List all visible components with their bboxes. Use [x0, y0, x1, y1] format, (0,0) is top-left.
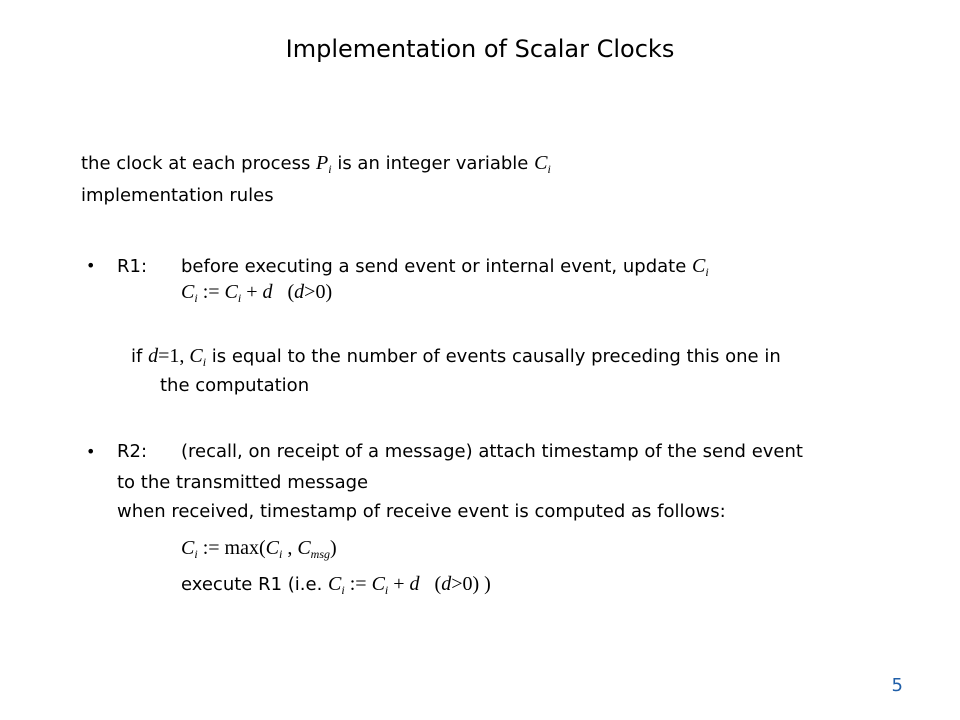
math-var: $C_i$ [534, 152, 551, 176]
slide-title: Implementation of Scalar Clocks [285, 35, 675, 63]
bullet-r1: • [86, 256, 96, 275]
math-var: $C_i$ [692, 255, 709, 279]
r2-line [117, 440, 803, 464]
r2-text: (recall, on receipt of a message) attach timestamp of the send event [181, 441, 803, 462]
math-var: $P_i$ [316, 152, 332, 176]
implementation-rules-line: implementation rules [81, 185, 274, 206]
text: is an integer variable [331, 153, 535, 174]
r2-label: R2: [117, 441, 148, 462]
r2-when-received: when received, timestamp of receive event is computed as follows: [117, 501, 726, 522]
r1-label: R1: [117, 256, 148, 277]
clock-definition-line [81, 151, 551, 176]
max-formula: $C_i$ := $\max(C_i$ , $C_{msg}$) [181, 537, 337, 561]
r1-text: before executing a send event or internal event, update [181, 256, 693, 277]
if-d1-line: if d=1, $C_i$ is equal to the number of events causally preceding this one in [131, 345, 781, 369]
if-d1-continuation: the computation [160, 375, 310, 396]
r1-line [117, 254, 709, 279]
page-number: 5 [891, 675, 903, 696]
execute-r1-line: execute R1 (i.e. $C_i$ := $C_i + d$ (d>0) ) [181, 573, 491, 597]
r1-formula: $C_i$ := $C_i + d$ (d>0) [181, 281, 333, 305]
text: the clock at each process [81, 153, 317, 174]
bullet-r2: • [86, 442, 96, 461]
r2-continuation: to the transmitted message [117, 472, 369, 493]
